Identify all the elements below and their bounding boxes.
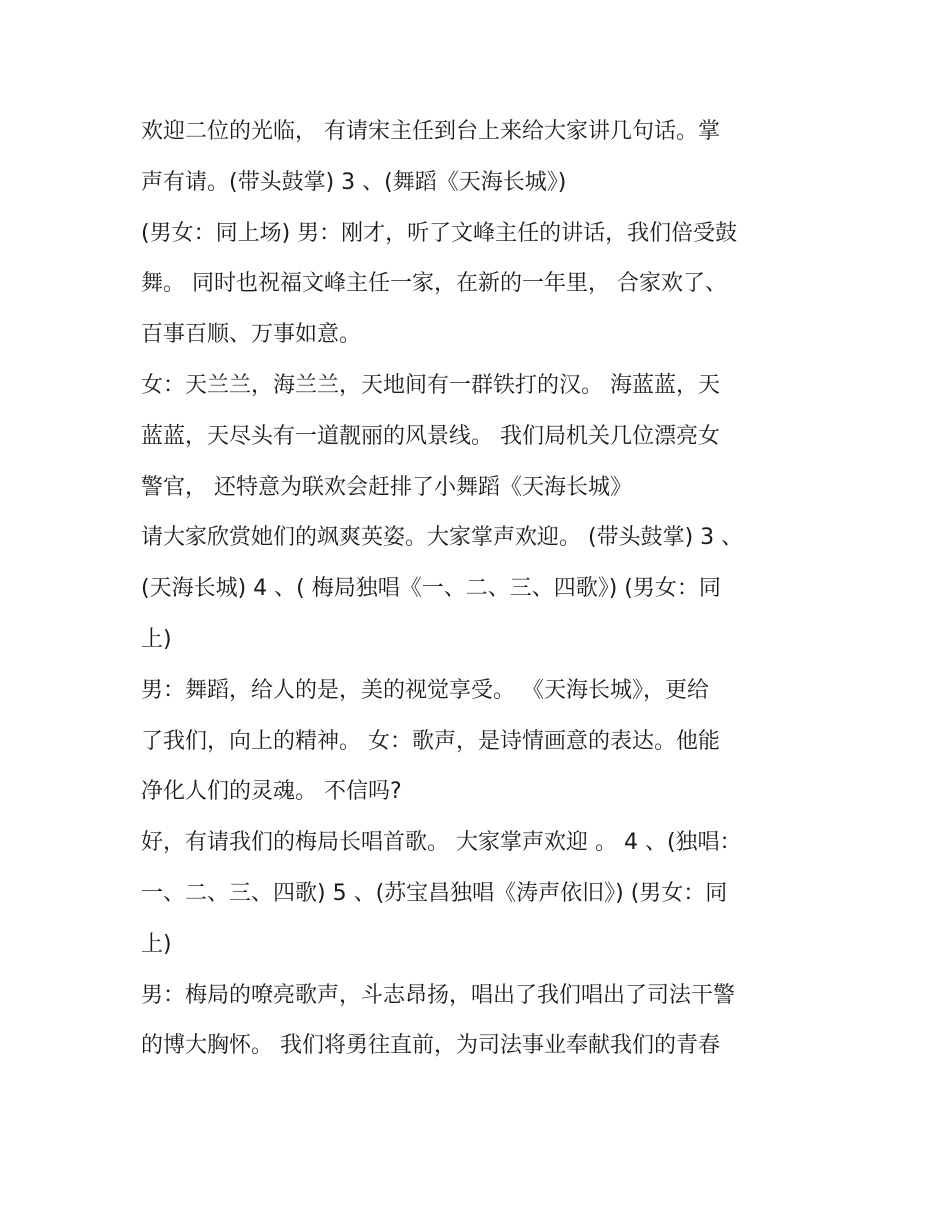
text-line: 好，有请我们的梅局长唱首歌。 大家掌声欢迎 。 4 、(独唱：	[141, 830, 742, 856]
text-line: 舞。 同时也祝福文峰主任一家，在新的一年里， 合家欢了、	[141, 271, 727, 297]
text-line: 蓝蓝，天尽头有一道靓丽的风景线。 我们局机关几位漂亮女	[141, 423, 720, 449]
text-line: (男女：同上场) 男：刚才，听了文峰主任的讲话，我们倍受鼓	[141, 220, 738, 246]
text-line: 声有请。(带头鼓掌) 3 、(舞蹈《天海长城》)	[141, 169, 567, 195]
text-line: 的博大胸怀。 我们将勇往直前，为司法事业奉献我们的青春	[141, 1033, 720, 1059]
text-line: 男：梅局的嘹亮歌声，斗志昂扬，唱出了我们唱出了司法干警	[141, 982, 736, 1008]
text-line: 了我们，向上的精神。 女：歌声，是诗情画意的表达。他能	[141, 728, 720, 754]
document-text-body	[141, 107, 821, 1072]
text-line: 请大家欣赏她们的飒爽英姿。大家掌声欢迎。 (带头鼓掌) 3 、	[141, 525, 744, 551]
text-line: (天海长城) 4 、( 梅局独唱《一、二、三、四歌》) (男女：同	[141, 576, 721, 602]
text-line: 上)	[141, 626, 172, 652]
text-line: 一、二、三、四歌) 5 、(苏宝昌独唱《涛声依旧》) (男女：同	[141, 880, 728, 906]
text-line: 女：天兰兰，海兰兰，天地间有一群铁打的汉。 海蓝蓝，天	[141, 372, 720, 398]
text-line: 净化人们的灵魂。 不信吗?	[141, 779, 402, 805]
text-line: 欢迎二位的光临， 有请宋主任到台上来给大家讲几句话。掌	[141, 119, 720, 144]
text-line: 男：舞蹈，给人的是，美的视觉享受。 《天海长城》，更给	[141, 677, 709, 703]
text-line: 警官， 还特意为联欢会赶排了小舞蹈《天海长城》	[141, 474, 632, 500]
text-line: 上)	[141, 931, 172, 957]
text-line: 百事百顺、万事如意。	[141, 322, 362, 348]
